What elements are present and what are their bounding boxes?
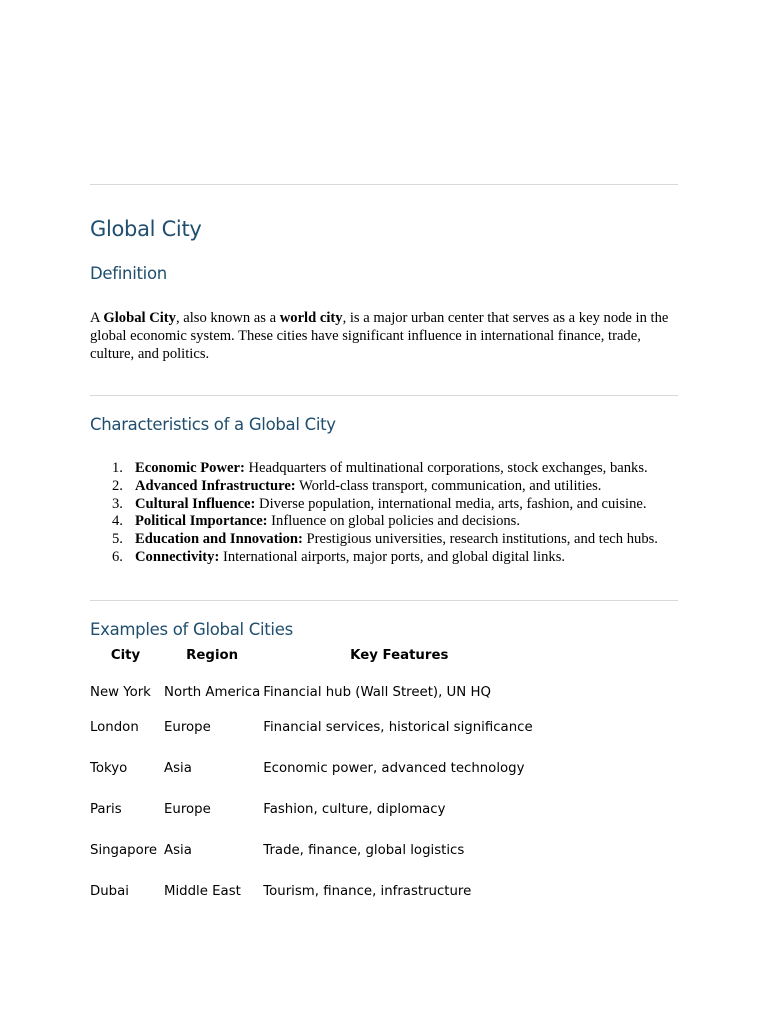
page-title: Global City bbox=[90, 217, 202, 241]
term-world-city: world city bbox=[279, 310, 343, 326]
characteristics-heading: Characteristics of a Global City bbox=[90, 415, 336, 434]
cell-features: Financial services, historical significance bbox=[263, 720, 533, 735]
table-row bbox=[90, 672, 535, 715]
cell-city: London bbox=[90, 720, 139, 735]
table-row bbox=[90, 838, 535, 879]
list-item: 2. Advanced Infrastructure: World-class transport, communication, and utilities. bbox=[112, 477, 602, 494]
cell-city: Paris bbox=[90, 802, 122, 817]
table-row bbox=[90, 879, 535, 920]
column-header-key-features: Key Features bbox=[350, 648, 449, 663]
definition-heading: Definition bbox=[90, 264, 167, 283]
cell-features: Trade, finance, global logistics bbox=[263, 843, 465, 858]
list-item: 3. Cultural Influence: Diverse population, international media, arts, fashion, and cuisine. bbox=[112, 495, 647, 512]
cell-region: Europe bbox=[164, 802, 211, 817]
cell-region: Asia bbox=[164, 843, 192, 858]
divider bbox=[90, 395, 678, 396]
characteristics-list bbox=[90, 460, 690, 567]
cell-region: Europe bbox=[164, 720, 211, 735]
cell-features: Fashion, culture, diplomacy bbox=[263, 802, 446, 817]
cell-city: Singapore bbox=[90, 843, 158, 858]
cell-features: Financial hub (Wall Street), UN HQ bbox=[263, 685, 491, 700]
definition-paragraph: A Global City, also known as a world city, is a major urban center that serves as a key node in the global economic system. These cities have significant influence in international finance, trade, culture, and politics. bbox=[90, 310, 669, 362]
divider bbox=[90, 600, 678, 601]
cell-region: Middle East bbox=[164, 884, 241, 899]
top-divider bbox=[90, 184, 678, 185]
column-header-region: Region bbox=[186, 648, 239, 663]
cell-city: Dubai bbox=[90, 884, 129, 899]
list-item: 4. Political Importance: Influence on global policies and decisions. bbox=[112, 513, 521, 530]
cell-features: Economic power, advanced technology bbox=[263, 761, 525, 776]
list-item: 6. Connectivity: International airports, major ports, and global digital links. bbox=[112, 548, 566, 565]
table-row bbox=[90, 797, 535, 838]
cell-city: Tokyo bbox=[90, 761, 128, 776]
cell-features: Tourism, finance, infrastructure bbox=[263, 884, 472, 899]
list-item: 1. Economic Power: Headquarters of multinational corporations, stock exchanges, banks. bbox=[112, 460, 648, 476]
table-row bbox=[90, 756, 535, 797]
table-header-row bbox=[90, 648, 535, 672]
term-global-city: Global City bbox=[103, 310, 176, 326]
document-page bbox=[90, 184, 678, 899]
cell-region: North America bbox=[164, 685, 261, 700]
list-item: 5. Education and Innovation: Prestigious universities, research institutions, and tech hubs. bbox=[112, 531, 658, 548]
cell-region: Asia bbox=[164, 761, 192, 776]
cities-table bbox=[87, 648, 538, 920]
examples-heading: Examples of Global Cities bbox=[90, 620, 293, 639]
table-row bbox=[90, 715, 535, 756]
cell-city: New York bbox=[90, 685, 151, 700]
column-header-city: City bbox=[110, 648, 141, 663]
